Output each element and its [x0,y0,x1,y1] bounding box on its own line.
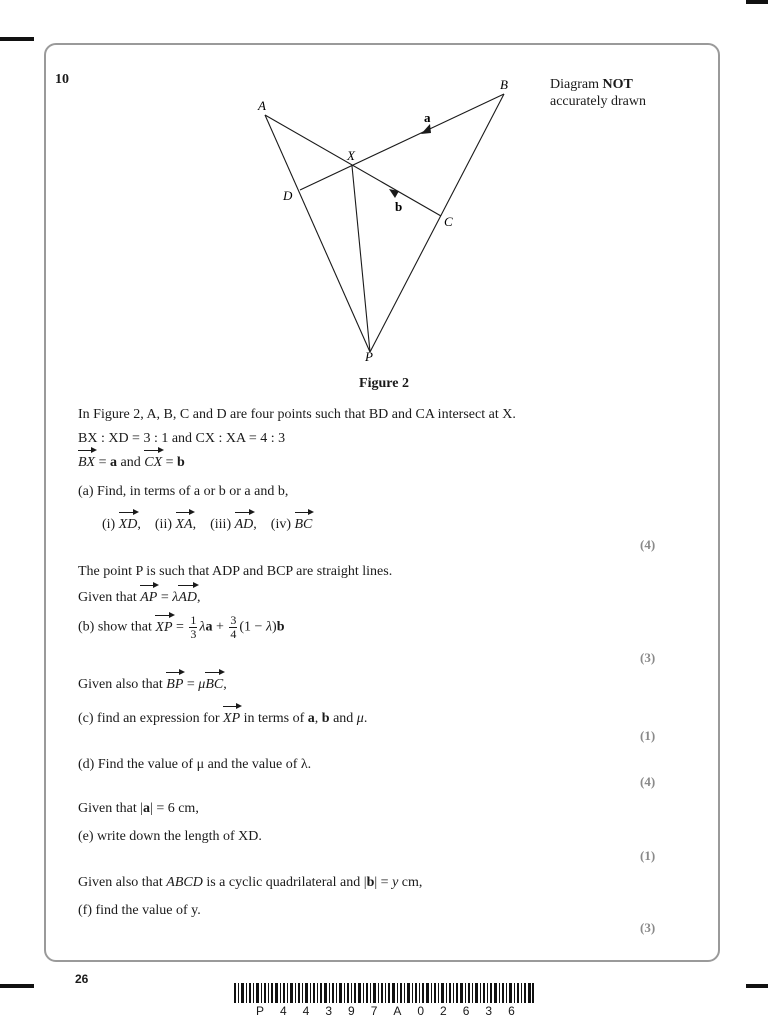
marks-part-d: (4) [640,774,656,789]
line-bp [370,94,504,352]
marks-part-c: (1) [640,728,656,743]
part-c-prompt: (c) find an expression for XP in terms of a, b and μ. [78,711,368,726]
ratio-line: BX : XD = 3 : 1 and CX : XA = 4 : 3 [78,431,286,446]
label-p-point: P [365,349,373,364]
label-x-point: X [347,148,355,163]
part-d-prompt: (d) Find the value of μ and the value of λ. [78,757,312,772]
question-number: 10 [55,72,69,87]
label-a-point: A [258,98,266,113]
barcode-text: P44397A02636 [256,1004,531,1018]
line-bd [300,94,504,190]
marks-part-a: (4) [640,537,656,552]
marks-part-e: (1) [640,848,656,863]
marks-part-b: (3) [640,650,656,665]
point-p-statement: The point P is such that ADP and BCP are straight lines. [78,564,393,579]
label-d-point: D [283,188,293,203]
margin-mark-bottom-left [0,984,34,988]
part-a-subparts: (i) XD, (ii) XA, (iii) AD, (iv) BC [102,517,313,532]
note-not: NOT [602,77,633,92]
label-b-point: B [500,77,508,92]
line-xp [352,166,370,352]
part-f-prompt: (f) find the value of y. [78,903,201,918]
part-a-prompt: (a) Find, in terms of a or b or a and b, [78,484,289,499]
marks-part-f: (3) [640,920,656,935]
intro-line: In Figure 2, A, B, C and D are four points such that BD and CA intersect at X. [78,407,516,422]
part-b-prompt: (b) show that XP = $\frac{1}{3}$ λa + $\frac{3}{4}$ (1 − λ)b [78,613,285,641]
margin-mark-top-left [0,37,34,41]
page-number: 26 [75,972,89,986]
barcode [234,983,534,1003]
label-vector-b: b [395,199,403,214]
label-c-point: C [444,214,453,229]
margin-mark-top-right [746,0,768,4]
given-ap: Given that AP = λAD, [78,590,201,605]
label-vector-a: a [424,110,431,125]
vector-definitions: BX = a and CX = b [78,455,185,470]
given-bp: Given also that BP = μBC, [78,677,227,692]
diagram-note [550,76,646,110]
vector-b-arrow [389,189,399,198]
given-cyclic: Given also that ABCD is a cyclic quadrilateral and |b| = y cm, [78,875,423,890]
figure-caption: Figure 2 [359,376,409,391]
margin-mark-bottom-right [746,984,768,988]
part-e-prompt: (e) write down the length of XD. [78,829,262,844]
note-line2: accurately drawn [550,94,646,109]
figure-2-diagram [230,70,530,370]
vector-a-arrow [421,124,431,134]
given-a-length: Given that |a| = 6 cm, [78,801,199,816]
note-line1: Diagram [550,77,599,92]
